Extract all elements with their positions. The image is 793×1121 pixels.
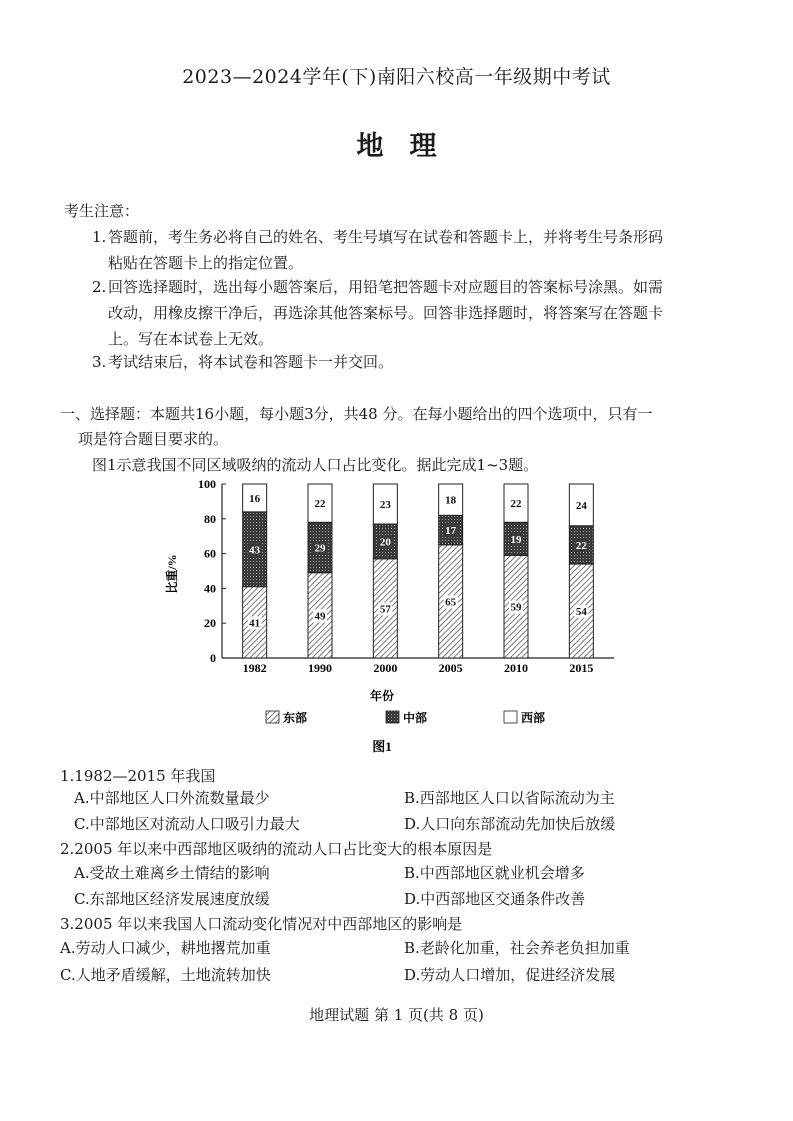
notice-item-number: 3. [92, 353, 107, 371]
data-label-east: 59 [510, 601, 522, 614]
data-label-east: 41 [249, 617, 261, 630]
y-tick-label: 0 [210, 651, 216, 665]
question-2-option-b: B.中西部地区就业机会增多 [404, 864, 585, 882]
question-3-option-d: D.劳动人口增加，促进经济发展 [404, 966, 616, 984]
data-label-west: 22 [314, 498, 326, 511]
chart-legend [266, 710, 545, 725]
page-footer: 地理试题 第 1 页(共 8 页) [309, 1006, 484, 1024]
legend-swatch-east [266, 711, 279, 723]
question-2-option-d: D.中西部地区交通条件改善 [404, 890, 586, 908]
legend-label-central: 中部 [403, 711, 428, 725]
question-2-option-a: A.受故土难离乡土情结的影响 [74, 864, 270, 882]
legend-swatch-central [386, 711, 399, 723]
notice-item-3 [92, 349, 752, 375]
legend-swatch-west [504, 711, 517, 723]
data-label-west: 18 [445, 494, 457, 507]
subject-title: 地理 [356, 131, 463, 162]
notice-item-line: 改动，用橡皮擦干净后，再选涂其他答案标号。回答非选择题时，将答案写在答题卡 [108, 304, 664, 322]
data-label-west: 16 [249, 492, 261, 505]
notice-heading: 考生注意： [64, 202, 140, 220]
data-label-east: 65 [445, 596, 457, 609]
chart-svg [165, 474, 630, 764]
question-2-stem: 2.2005 年以来中西部地区吸纳的流动人口占比变大的根本原因是 [60, 840, 493, 858]
section-heading-line2: 项是符合题目要求的。 [78, 430, 229, 448]
legend-label-east: 东部 [283, 711, 308, 725]
question-2-option-c: C.东部地区经济发展速度放缓 [74, 890, 270, 908]
question-3-option-c: C.人地矛盾缓解，土地流转加快 [60, 966, 271, 984]
notice-item-line: 回答选择题时，选出每小题答案后，用铅笔把答题卡对应题目的答案标号涂黑。如需 [108, 278, 664, 296]
data-label-west: 24 [575, 499, 587, 512]
data-label-central: 20 [379, 536, 391, 549]
question-1-option-b: B.西部地区人口以省际流动为主 [404, 789, 615, 807]
data-label-east: 49 [314, 610, 326, 623]
question-3-stem: 3.2005 年以来我国人口流动变化情况对中西部地区的影响是 [60, 915, 463, 933]
question-1-option-d: D.人口向东部流动先加快后放缓 [404, 815, 616, 833]
x-tick-label: 1990 [308, 661, 332, 675]
notice-item-number: 1. [92, 228, 107, 246]
question-1-option-a: A.中部地区人口外流数量最少 [74, 789, 270, 807]
section-heading-line1: 一、选择题：本题共16小题，每小题3分，共48 分。在每小题给出的四个选项中，只有一 [60, 405, 653, 423]
data-label-east: 57 [379, 603, 391, 616]
data-label-central: 43 [249, 544, 261, 557]
question-3-option-a: A.劳动人口减少，耕地撂荒加重 [60, 939, 271, 957]
y-tick-label: 60 [204, 546, 216, 561]
y-tick-label: 20 [204, 616, 216, 631]
data-label-west: 23 [379, 499, 391, 512]
notice-item-number: 2. [92, 278, 107, 296]
x-tick-label: 2005 [438, 661, 463, 675]
figure-caption: 图1 [372, 739, 392, 754]
data-label-central: 22 [575, 539, 587, 552]
notice-item-line: 上。写在本试卷上无效。 [108, 330, 274, 348]
notice-item-2 [92, 274, 752, 352]
x-axis-label: 年份 [369, 689, 395, 703]
data-label-east: 54 [575, 606, 587, 619]
x-tick-label: 2015 [569, 661, 594, 675]
data-label-west: 22 [510, 498, 522, 511]
y-axis-label: 比重/% [165, 554, 179, 594]
x-tick-label: 1982 [242, 661, 267, 675]
question-1-option-c: C.中部地区对流动人口吸引力最大 [74, 815, 300, 833]
question-3-option-b: B.老龄化加重，社会养老负担加重 [404, 939, 630, 957]
data-label-central: 19 [510, 533, 522, 546]
data-label-central: 29 [314, 542, 326, 555]
x-tick-label: 2010 [504, 661, 528, 675]
x-tick-label: 2000 [373, 661, 398, 675]
notice-item-line: 粘贴在答题卡上的指定位置。 [108, 254, 304, 272]
figure-intro: 图1示意我国不同区域吸纳的流动人口占比变化。据此完成1~3题。 [92, 456, 539, 474]
y-tick-label: 100 [198, 477, 216, 491]
legend-label-west: 西部 [521, 711, 546, 725]
y-tick-label: 80 [204, 511, 216, 526]
notice-item-line: 考试结束后，将本试卷和答题卡一并交回。 [108, 353, 394, 371]
exam-title: 2023—2024学年(下)南阳六校高一年级期中考试 [182, 66, 611, 88]
stacked-bar-chart [165, 474, 630, 764]
y-tick-label: 40 [204, 581, 216, 596]
notice-item-1 [92, 224, 752, 276]
notice-item-line: 答题前，考生务必将自己的姓名、考生号填写在试卷和答题卡上，并将考生号条形码 [108, 228, 664, 246]
data-label-central: 17 [445, 525, 457, 538]
question-1-stem: 1.1982—2015 年我国 [60, 767, 216, 785]
